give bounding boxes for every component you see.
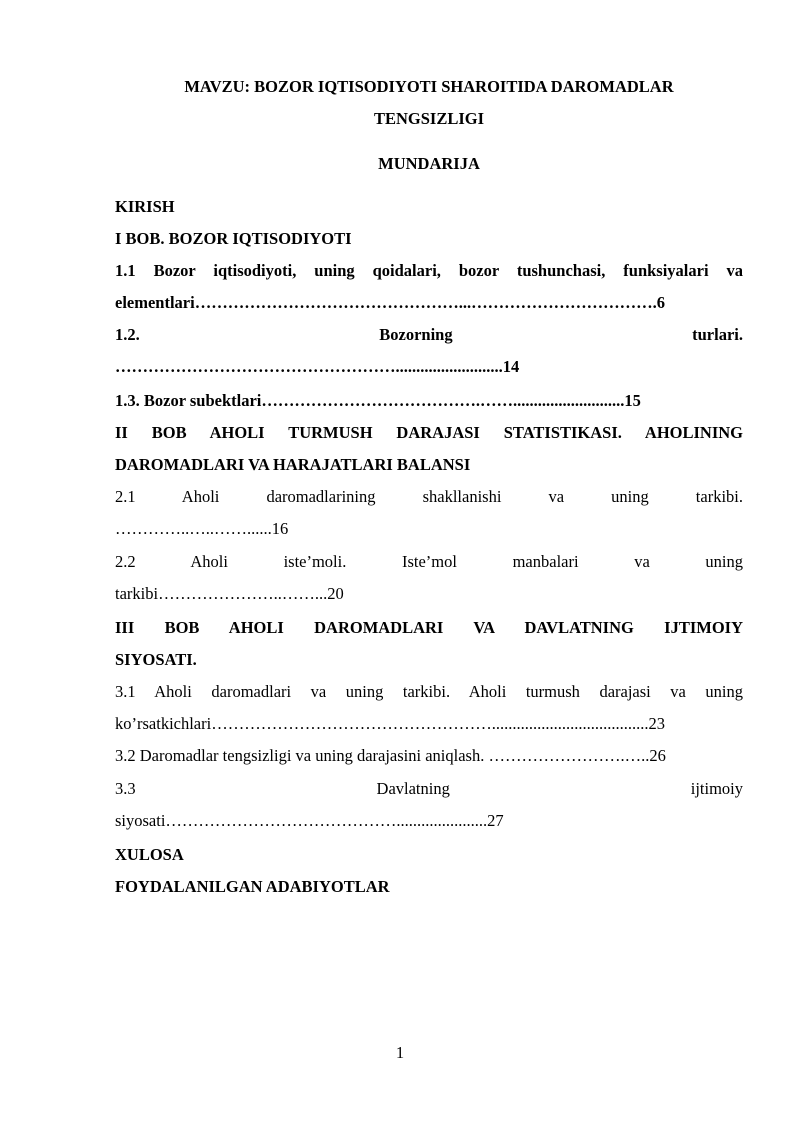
toc-entry-2-2: 2.2 Aholi iste’moli. Iste’mol manbalari va uning — [115, 552, 743, 571]
toc-heading: MUNDARIJA — [378, 154, 480, 173]
toc-entry-2-2-cont: tarkibi…………………..……...20 — [115, 584, 344, 603]
toc-entry-2-1-cont: …………..…..……......16 — [115, 519, 289, 538]
toc-entry-2-1: 2.1 Aholi daromadlarining shakllanishi va uning tarkibi. — [115, 487, 743, 506]
toc-entry-1-3: 1.3. Bozor subektlari………………………………….……...........................15 — [115, 391, 641, 410]
page-number: 1 — [395, 1043, 405, 1062]
title-line-2: TENGSIZLIGI — [373, 109, 485, 128]
toc-entry-1-2: 1.2. Bozorning turlari. — [115, 325, 743, 344]
toc-entry-introduction: KIRISH — [115, 197, 175, 216]
toc-entry-chapter-3: III BOB AHOLI DAROMADLARI VA DAVLATNING IJTIMOIY — [115, 618, 743, 637]
toc-entry-chapter-2: II BOB AHOLI TURMUSH DARAJASI STATISTIKASI. AHOLINING — [115, 423, 743, 442]
toc-entry-3-3: 3.3 Davlatning ijtimoiy — [115, 779, 743, 798]
toc-entry-chapter-3-cont: SIYOSATI. — [115, 650, 197, 669]
toc-entry-3-2: 3.2 Daromadlar tengsizligi va uning darajasini aniqlash. …………………….…..26 — [115, 746, 666, 765]
toc-entry-3-3-cont: siyosati……………………………………......................27 — [115, 811, 504, 830]
toc-entry-1-1: 1.1 Bozor iqtisodiyoti, uning qoidalari, bozor tushunchasi, funksiyalari va — [115, 261, 743, 280]
toc-entry-1-2-cont: ……………………………………………..........................14 — [115, 357, 520, 376]
toc-entry-references: FOYDALANILGAN ADABIYOTLAR — [115, 877, 390, 896]
toc-entry-chapter-1: I BOB. BOZOR IQTISODIYOTI — [115, 229, 352, 248]
toc-entry-chapter-2-cont: DAROMADLARI VA HARAJATLARI BALANSI — [115, 455, 471, 474]
toc-entry-3-1: 3.1 Aholi daromadlari va uning tarkibi. Aholi turmush darajasi va uning — [115, 682, 743, 701]
toc-entry-1-1-cont: elementlari…………………………………………...…………………………….6 — [115, 293, 665, 312]
toc-entry-conclusion: XULOSA — [115, 845, 184, 864]
title-line-1: MAVZU: BOZOR IQTISODIYOTI SHAROITIDA DAROMADLAR — [184, 77, 674, 96]
toc-entry-3-1-cont: ko’rsatkichlari……………………………………………......................................23 — [115, 714, 665, 733]
